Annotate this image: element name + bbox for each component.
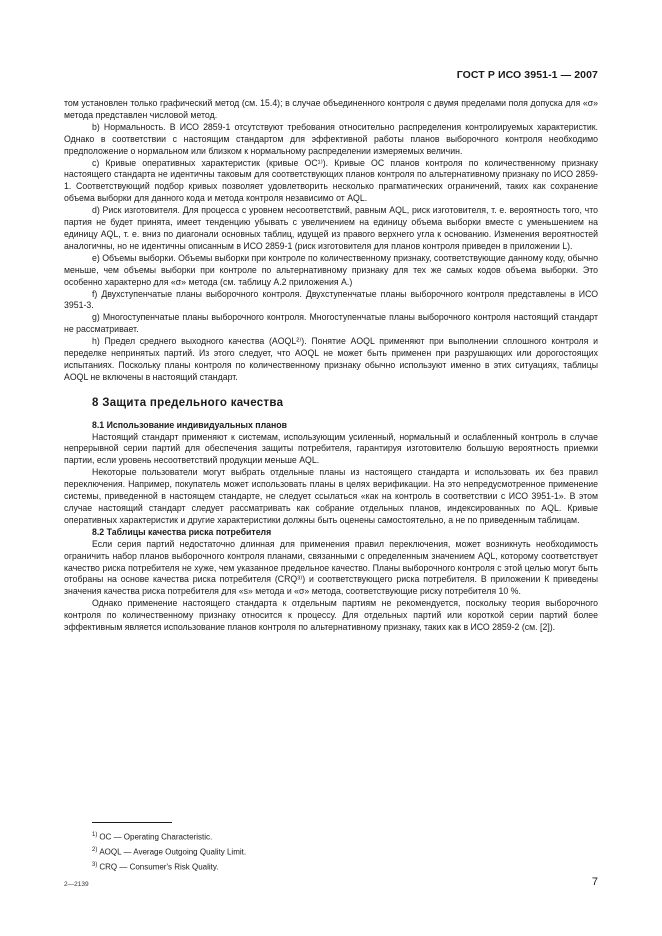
footnotes: [92, 829, 392, 874]
page-number: 7: [591, 876, 598, 888]
footnote-mark: 1): [92, 832, 98, 838]
footnote-item: [92, 859, 392, 874]
list-item-f: f) Двухступенчатые планы выборочного контроля. Двухступенчатые планы выборочного контроля представлены в ИСО 3951-3.: [64, 288, 598, 311]
list-item-b: b) Нормальность. В ИСО 2859-1 отсутствуют требования относительно распределения контролируемых характеристик. Однако в соответствии с настоящим стандартом для эффективной работы планов выборочного контроля необходимо предположение о нормальном или близком к нормальному распределении измеряемых величин.: [64, 121, 598, 156]
sheet-mark: 2—2139: [64, 881, 89, 888]
footnote-mark: 2): [92, 847, 98, 854]
document-code-header: ГОСТ Р ИСО 3951-1 — 2007: [456, 69, 598, 81]
paragraph: Если серия партий недостаточно длинная для применения правил переключения, может возникнуть необходимость ограничить набор планов выборочного контроля планами, связанными с определенным значением AQL, которому соответствует качество риска потребителя не хуже, чем указанное предельное качество. Планы выборочного контроля с этой целью могут быть отобраны на основе качества риска потребителя (CRQ³⁾) и соответствующего риска потребителя. В приложении К приведены значения качества риска потребителя для «s» метода и «σ» метода, соответствующие риску потребителя 10 %.: [64, 538, 598, 597]
footnote-text: CRQ — Consumer's Risk Quality.: [99, 862, 219, 872]
list-item-e: e) Объемы выборки. Объемы выборки при контроле по количественному признаку, соответствующие данному коду, обычно меньше, чем объемы выборки при контроле по альтернативному признаку для тех же самых кодов объема выборки. Это особенно характерно для «σ» метода (см. таблицу А.2 приложения А.): [64, 252, 598, 287]
paragraph: Некоторые пользователи могут выбрать отдельные планы из настоящего стандарта и использовать их без правил переключения. Например, покупатель может использовать планы в целях верификации. На это непредусмотренное применение системы, приведенной в настоящем стандарте, не следует ссылаться «как на контроль в соответствии с ИСО 3951-1». В этом случае настоящий стандарт следует рассматривать как собрание отдельных планов, индексированных по AQL. Кривые оперативных характеристик и другие характеристики должны быть оценены самостоятельно, а не по приведенным таблицам.: [64, 467, 598, 525]
subsection-heading-8-1: 8.1 Использование индивидуальных планов: [92, 419, 288, 430]
footnote-item: [92, 829, 392, 844]
list-item-g: g) Многоступенчатые планы выборочного контроля. Многоступенчатые планы выборочного контроля настоящий стандарт не рассматривает.: [64, 312, 598, 335]
footnote-text: ОС — Operating Characteristic.: [99, 832, 213, 842]
main-text: [64, 98, 598, 634]
list-item-d: d) Риск изготовителя. Для процесса с уровнем несоответствий, равным AQL, риск изготовителя, т. е. вероятность того, что партия не будет принята, имеет тенденцию убывать с увеличением на единицу объема выборки вместе с уменьшением на единицу AQL, т. е. вниз по диагонали основных таблиц, идущей из правого верхнего угла к основанию. Изменения вероятностей аналогичны, но не идентичны описанным в ИСО 2859-1 (риск изготовителя для планов контроля приведен в приложении L).: [64, 205, 598, 251]
section-heading: 8 Защита предельного качества: [92, 396, 284, 409]
paragraph: Настоящий стандарт применяют к системам, использующим усиленный, нормальный и ослабленный контроль в случае непрерывной серии партий для обеспечения защиты потребителя, гарантируя изготовителю большую вероятность приемки партии, если уровень несоответствий продукции меньше AQL.: [64, 431, 598, 466]
footnote-text: AOQL — Average Outgoing Quality Limit.: [99, 847, 247, 857]
list-item-c: c) Кривые оперативных характеристик (кривые ОС¹⁾). Кривые ОС планов контроля по количественному признаку настоящего стандарта не идентичны таковым для соответствующих планов контроля по альтернативному признаку по ИСО 2859-1. Соответствующий подбор кривых позволяет удовлетворить несколько прагматических ограничений, таких как сохранение объема выборки для данного кода и метода контроля независимо от AQL.: [64, 157, 598, 204]
list-item-h: h) Предел среднего выходного качества (AOQL²⁾). Понятие AOQL применяют при выполнении сплошного контроля и переделке непринятых партий. Из этого следует, что AOQL не может быть применен при разрушающих или дорогостоящих испытаниях. Поскольку планы контроля по количественному признаку обычно используют именно в этих ситуациях, таблицы AOQL не включены в настоящий стандарт.: [64, 336, 598, 382]
footnote-mark: 3): [92, 862, 98, 869]
paragraph: Однако применение настоящего стандарта к отдельным партиям не рекомендуется, поскольку теория выборочного контроля по количественному признаку относится к процессу. Для отдельных партий или короткой серии партий более эффективным является использование планов контроля по альтернативному признаку, таких как в ИСО 2859-2 (см. [2]).: [64, 598, 598, 633]
subsection-heading-8-2: 8.2 Таблицы качества риска потребителя: [92, 526, 272, 537]
footnote-item: [92, 844, 392, 859]
footnote-divider: [92, 822, 172, 823]
paragraph: том установлен только графический метод (см. 15.4); в случае объединенного контроля с двумя пределами поля допуска для «σ» метода представлен числовой метод.: [64, 98, 598, 120]
